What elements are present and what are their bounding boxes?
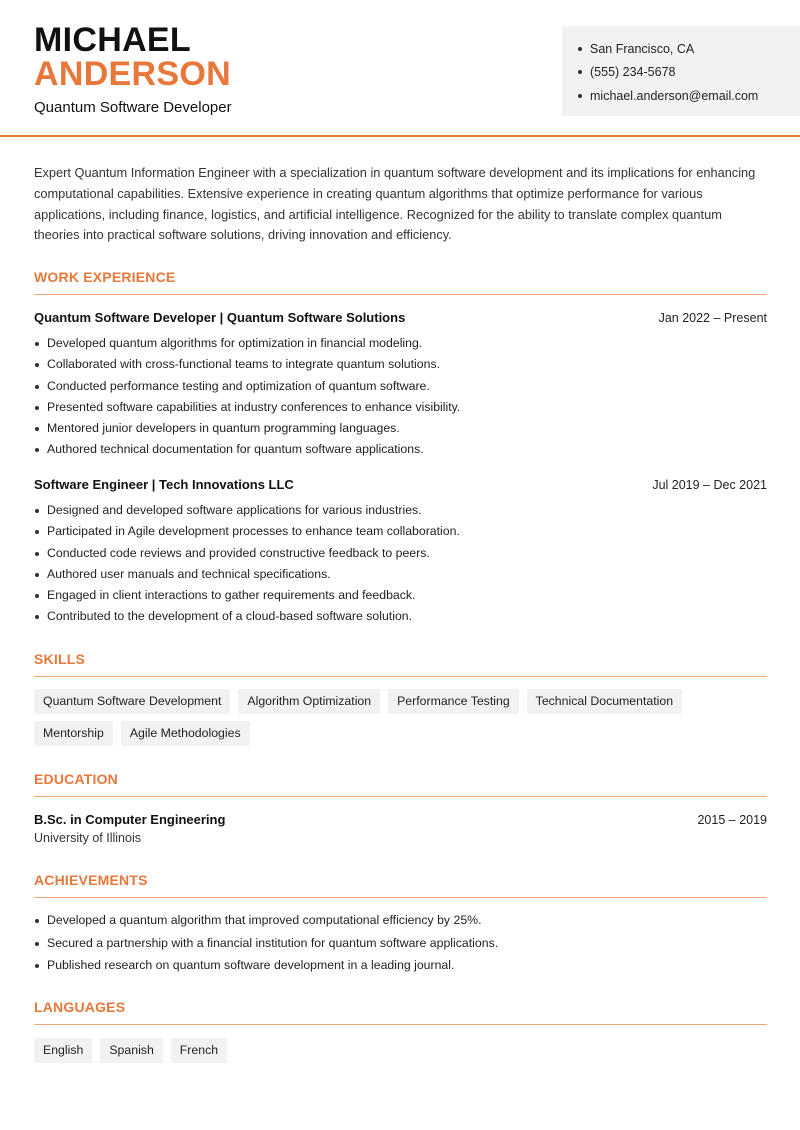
contact-email bbox=[578, 84, 800, 108]
list-item: Mentored junior developers in quantum programming languages. bbox=[34, 420, 767, 441]
language-tag: Spanish bbox=[100, 1038, 162, 1063]
job-header bbox=[34, 477, 767, 492]
resume-header bbox=[0, 0, 800, 137]
job-dates: Jan 2022 – Present bbox=[658, 311, 767, 325]
job-title: Software Engineer | Tech Innovations LLC bbox=[34, 477, 294, 492]
job-title: Quantum Software Developer | Quantum Software Solutions bbox=[34, 310, 406, 325]
section-title-skills: SKILLS bbox=[34, 651, 767, 677]
list-item: Authored technical documentation for quantum software applications. bbox=[34, 441, 767, 462]
bullet-icon bbox=[578, 94, 582, 98]
first-name: MICHAEL bbox=[34, 21, 191, 59]
contact-box bbox=[562, 26, 800, 116]
list-item: Participated in Agile development processes to enhance team collaboration. bbox=[34, 523, 767, 544]
skill-tag: Algorithm Optimization bbox=[238, 689, 380, 714]
list-item: Authored user manuals and technical specifications. bbox=[34, 566, 767, 587]
list-item: Secured a partnership with a financial institution for quantum software applications. bbox=[34, 935, 767, 958]
skill-tag: Performance Testing bbox=[388, 689, 519, 714]
job-header bbox=[34, 310, 767, 325]
skill-tag: Agile Methodologies bbox=[121, 721, 250, 746]
skill-tag: Technical Documentation bbox=[527, 689, 682, 714]
list-item: Presented software capabilities at industry conferences to enhance visibility. bbox=[34, 399, 767, 420]
job-bullets bbox=[34, 502, 767, 630]
section-title-languages: LANGUAGES bbox=[34, 999, 767, 1025]
section-title-education: EDUCATION bbox=[34, 771, 767, 797]
last-name: ANDERSON bbox=[34, 55, 231, 93]
contact-location bbox=[578, 37, 800, 61]
professional-summary: Expert Quantum Information Engineer with a specialization in quantum software development and its implications for enhancing computational capabilities. Extensive experience in creating quantum algorithms that optimize performance for various applications, including finance, logistics, and artificial intelligence. Recognized for the ability to translate complex quantum theories into practical software solutions, driving innovation and efficiency. bbox=[34, 165, 756, 243]
bullet-icon bbox=[578, 47, 582, 51]
list-item: Developed quantum algorithms for optimization in financial modeling. bbox=[34, 335, 767, 356]
contact-phone bbox=[578, 61, 800, 85]
contact-phone-text: (555) 234-5678 bbox=[590, 65, 676, 80]
contact-email-text: michael.anderson@email.com bbox=[590, 88, 759, 103]
list-item: Conducted performance testing and optimization of quantum software. bbox=[34, 378, 767, 399]
list-item: Developed a quantum algorithm that improved computational efficiency by 25%. bbox=[34, 912, 767, 935]
list-item: Designed and developed software applications for various industries. bbox=[34, 502, 767, 523]
list-item: Conducted code reviews and provided constructive feedback to peers. bbox=[34, 545, 767, 566]
skills-list bbox=[34, 689, 774, 753]
language-tag: French bbox=[171, 1038, 227, 1063]
section-title-achievements: ACHIEVEMENTS bbox=[34, 872, 767, 898]
contact-location-text: San Francisco, CA bbox=[590, 41, 695, 56]
skill-tag: Mentorship bbox=[34, 721, 113, 746]
list-item: Contributed to the development of a cloud-based software solution. bbox=[34, 608, 767, 629]
job-bullets bbox=[34, 335, 767, 463]
skill-tag: Quantum Software Development bbox=[34, 689, 230, 714]
education-degree: B.Sc. in Computer Engineering bbox=[34, 812, 226, 827]
section-title-work: WORK EXPERIENCE bbox=[34, 269, 767, 295]
list-item: Published research on quantum software development in a leading journal. bbox=[34, 957, 767, 980]
list-item: Collaborated with cross-functional teams to integrate quantum solutions. bbox=[34, 356, 767, 377]
candidate-name bbox=[34, 23, 231, 91]
education-header bbox=[34, 812, 767, 827]
education-years: 2015 – 2019 bbox=[697, 813, 767, 827]
achievements-list bbox=[34, 912, 767, 980]
job-role: Quantum Software Developer bbox=[34, 99, 232, 116]
languages-list bbox=[34, 1038, 774, 1070]
list-item: Engaged in client interactions to gather requirements and feedback. bbox=[34, 587, 767, 608]
bullet-icon bbox=[578, 70, 582, 74]
job-dates: Jul 2019 – Dec 2021 bbox=[652, 478, 767, 492]
language-tag: English bbox=[34, 1038, 92, 1063]
education-school: University of Illinois bbox=[34, 831, 141, 845]
